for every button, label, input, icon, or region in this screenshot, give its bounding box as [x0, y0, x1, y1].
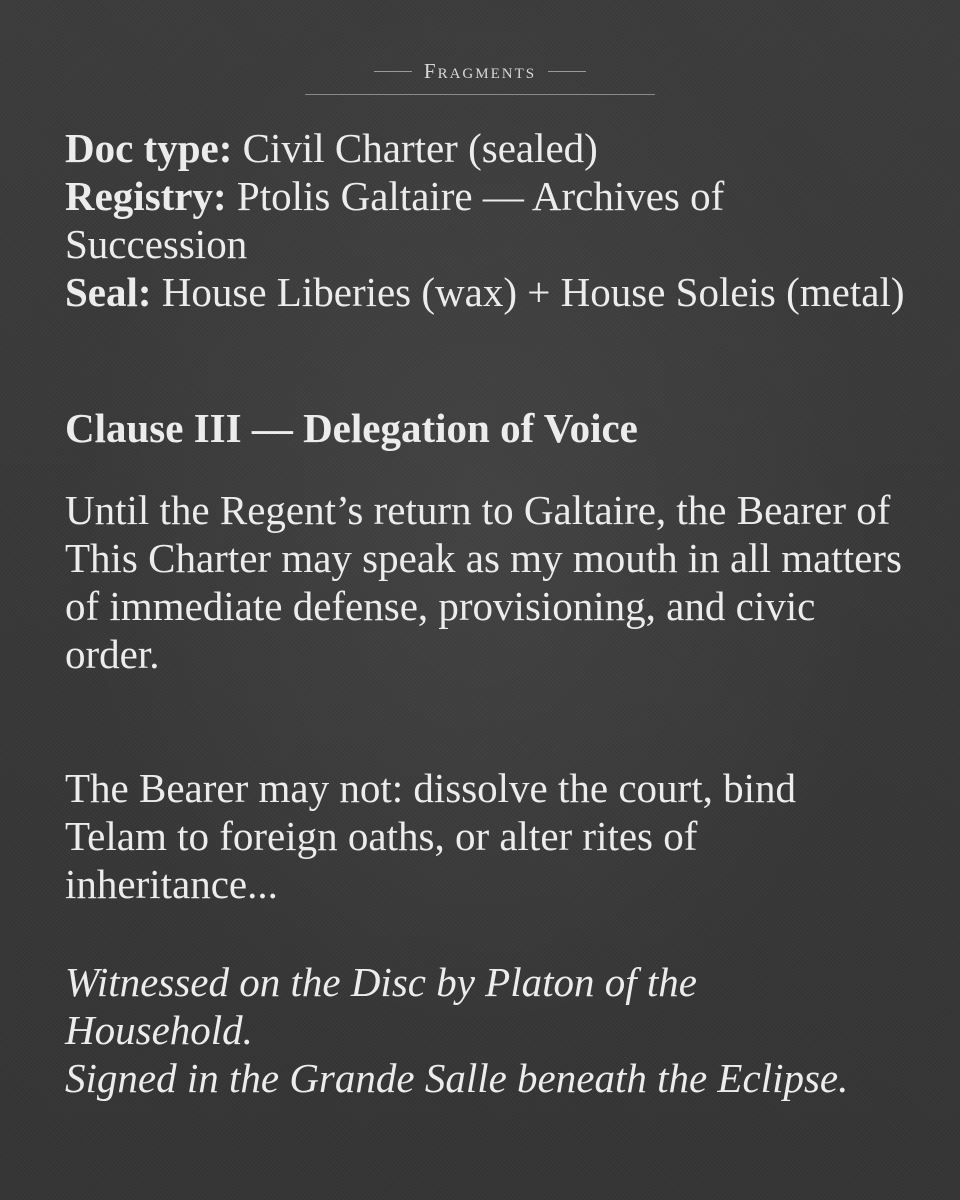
registry-label: Registry:	[65, 173, 227, 219]
header-rule-right	[548, 71, 586, 72]
witness-line: Witnessed on the Disc by Platon of the Household.	[65, 959, 697, 1053]
signoff	[65, 958, 885, 1102]
seal-label: Seal:	[65, 269, 152, 315]
document-content	[65, 124, 905, 1101]
clause-paragraph-2: The Bearer may not: dissolve the court, bind Telam to foreign oaths, or alter rites of inheritance...	[65, 765, 796, 907]
section-header	[0, 56, 960, 86]
clause-paragraph-1: Until the Regent’s return to Galtaire, the Bearer of This Charter may speak as my mouth in all matters of immediate defense, provisioning, and civic order.	[65, 487, 902, 677]
seal-value: House Liberies (wax) + House Soleis (metal)	[161, 269, 905, 315]
doc-type-label: Doc type:	[65, 125, 233, 171]
doc-type-value: Civil Charter (sealed)	[242, 125, 598, 171]
registry-value: Ptolis Galtaire — Archives of Succession	[65, 173, 725, 267]
signed-line: Signed in the Grande Salle beneath the Eclipse.	[65, 1055, 849, 1101]
document-metadata	[65, 124, 905, 316]
clause-heading: Clause III — Delegation of Voice	[65, 405, 638, 451]
header-rule-left	[374, 71, 412, 72]
header-divider	[305, 94, 655, 95]
section-title: Fragments	[423, 59, 537, 83]
